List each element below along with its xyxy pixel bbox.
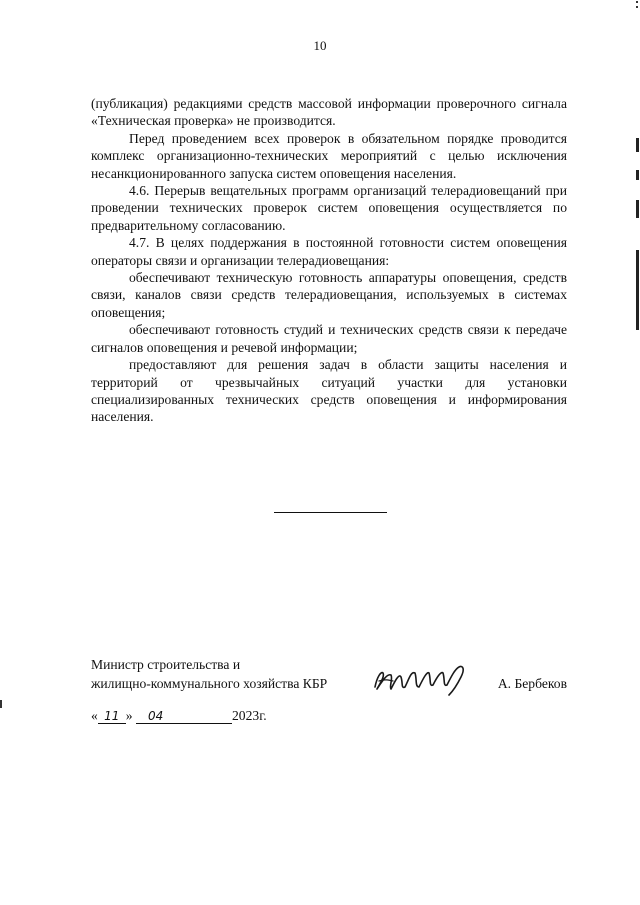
document-body (91, 95, 567, 426)
date-month: 04 (136, 709, 232, 724)
paragraph-studio-readiness: обеспечивают готовность студий и технических средств связи к передаче сигналов оповещения и речевой информации; (91, 322, 567, 355)
date-year: 2023г. (232, 708, 267, 723)
section-separator-line (274, 512, 387, 513)
signatory-position-line-2: жилищно-коммунального хозяйства КБР (91, 676, 328, 691)
scan-margin-marks (632, 130, 640, 360)
date-open-quote: « (91, 708, 98, 723)
signatory-line (91, 674, 567, 693)
date-day: 11 (98, 709, 126, 724)
page-number: 10 (313, 38, 327, 53)
signatory-position-line-1: Министр строительства и (91, 657, 241, 672)
date-close-quote: » (125, 708, 133, 723)
signatory-name: А. Бербеков (497, 676, 567, 691)
handwritten-signature (371, 659, 471, 699)
paragraph-publication-note: (публикация) редакциями средств массовой информации проверочного сигнала «Техническая проверка» не производится. (91, 96, 567, 129)
paragraph-4-7: 4.7. В целях поддержания в постоянной готовности систем оповещения операторы связи и организации телерадиовещания: (91, 235, 567, 268)
paragraph-provide-sites: предоставляют для решения задач в области защиты населения и территорий от чрезвычайных ситуаций участки для установки специализированных технических средств оповещения и информирования населения. (91, 357, 567, 425)
paragraph-4-6: 4.6. Перерыв вещательных программ организаций телерадиовещаний при проведении технических проверок систем оповещения осуществляется по предварительному согласованию. (91, 183, 567, 233)
scan-left-mark (0, 700, 2, 708)
scan-corner-mark (634, 0, 640, 10)
signature-date (91, 708, 267, 724)
paragraph-preparatory-measures: Перед проведением всех проверок в обязательном порядке проводится комплекс организационно-технических мероприятий с целью исключения несанкционированного запуска систем оповещения населения. (91, 130, 567, 181)
signature-block (91, 655, 567, 693)
paragraph-equipment-readiness: обеспечивают техническую готовность аппаратуры оповещения, средств связи, каналов связи средств телерадиовещания, используемых в системах оповещения; (91, 270, 567, 320)
